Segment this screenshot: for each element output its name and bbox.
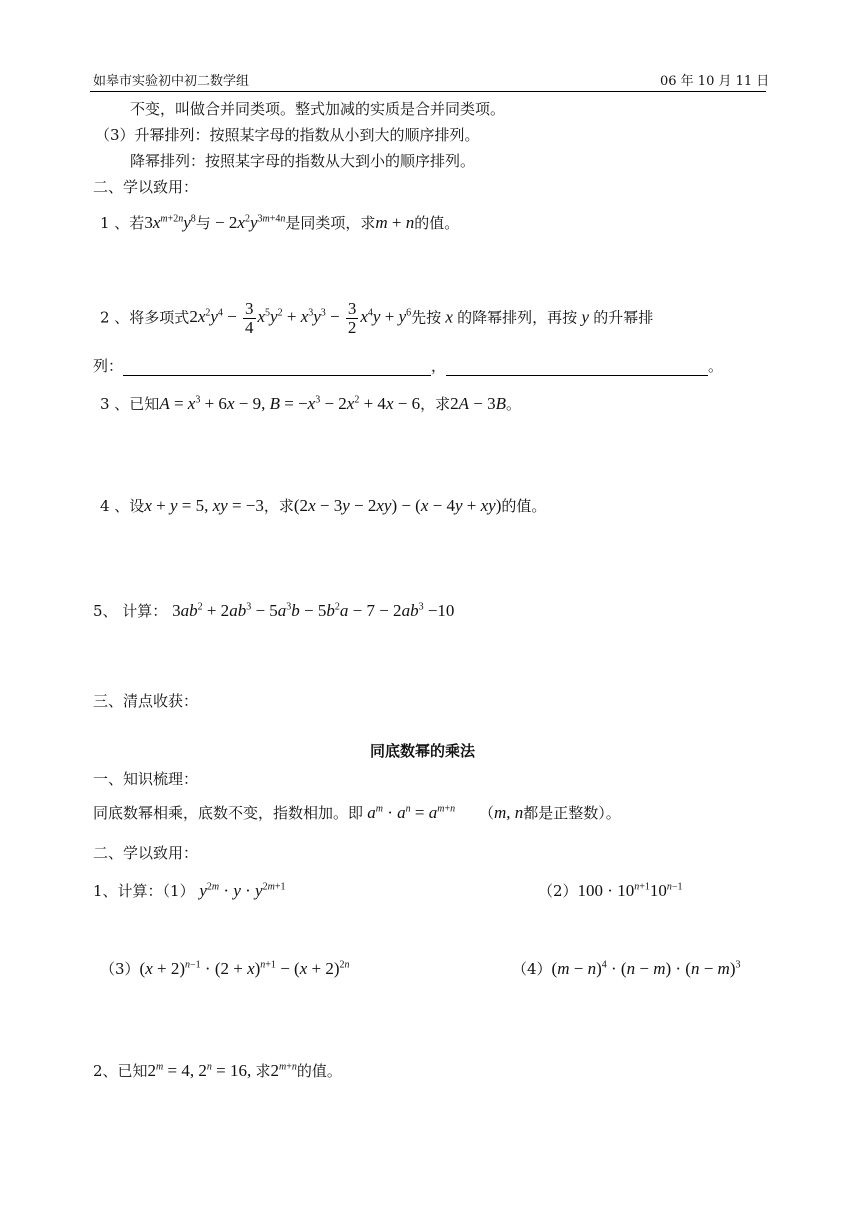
rule-cond-post: 都是正整数）。 xyxy=(523,804,621,822)
q5-expr: $3ab^2 + 2ab^3 - 5a^3b - 5b^2a - 7 - 2ab^3 -10$ xyxy=(172,601,455,620)
q3-target: 2A − 3B xyxy=(450,394,506,413)
section-apply-heading: 二、学以致用： xyxy=(93,178,199,196)
q2-var-x: x xyxy=(441,307,458,327)
para-merge-note: 不变，叫做合并同类项。整式加减的实质是合并同类项。 xyxy=(130,100,506,118)
para-descending: 降幂排列：按照某字母的指数从大到小的顺序排列。 xyxy=(130,152,476,170)
c4-expr: $(m - n)^4 \cdot (n - m) \cdot (n - m)^3$ xyxy=(551,959,741,978)
c5-prefix: 2、已知 xyxy=(93,1062,148,1080)
q1-term-a: $3x^{m+2n}y^8$ xyxy=(144,213,196,232)
q2-line2-label: 列： xyxy=(93,357,124,375)
q2-prefix: 2 、将多项式 xyxy=(100,308,190,327)
c3-prefix: （3） xyxy=(100,960,140,978)
q1-term-b: − $2x^2y^{3m+4n}$ xyxy=(210,213,286,232)
q2-period: 。 xyxy=(708,357,724,375)
compute-3 xyxy=(100,958,349,979)
q2-var-y: y xyxy=(577,307,594,327)
rule-formula: $a^m \cdot a^n = a^{m+n}$ xyxy=(367,803,456,822)
c3-expr: $(x + 2)^{n-1} \cdot (2 + x)^{n+1} - (x + 2)^{2n}$ xyxy=(139,959,350,978)
q3-end: 。 xyxy=(505,395,521,413)
rule-text: 同底数幂相乘，底数不变，指数相加。即 xyxy=(93,804,364,822)
compute-1 xyxy=(93,880,285,901)
section-summary-heading: 三、清点收获： xyxy=(93,692,199,710)
q1-expr: m + n xyxy=(375,213,415,232)
q2-blank-descending[interactable] xyxy=(123,361,431,376)
q4-prefix: 4 、设 xyxy=(100,497,145,515)
para-ascending: （3）升幂排列：按照某字母的指数从小到大的顺序排列。 xyxy=(95,126,480,144)
q1-end: 的值。 xyxy=(414,214,460,232)
q4-given: x + y = 5, xy = −3 xyxy=(144,496,264,515)
q1-prefix: 1 、若 xyxy=(100,214,145,232)
c1-expr: $y^{2m} \cdot y \cdot y^{2m+1}$ xyxy=(199,881,286,900)
question-2 xyxy=(100,300,653,337)
q5-prefix: 5、 计算： xyxy=(93,602,168,620)
rule-cond-vars: m, n xyxy=(494,803,524,822)
q4-expr: (2x − 3y − 2xy) − (x − 4y + xy) xyxy=(293,496,502,515)
compute-4 xyxy=(512,958,741,979)
question-2-answer-line xyxy=(93,355,723,376)
q2-blank-ascending[interactable] xyxy=(446,361,708,376)
q4-mid: ，求 xyxy=(263,497,294,515)
c2-expr: $100 \cdot 10^{n+1}10^{n-1}$ xyxy=(577,881,683,900)
c5-end: 的值。 xyxy=(296,1062,342,1080)
compute-5 xyxy=(93,1060,342,1081)
q2-polynomial: $2x^2y^4$ − $\frac{3}{4}$ $x^5y^2 + x^3y^3$ − $\frac{3}{2}$ $x^4y + y^6$ xyxy=(189,299,412,337)
c5-given: $2^m = 4$, $2^n = 16$, xyxy=(147,1061,256,1080)
rule-statement xyxy=(93,802,621,823)
q4-end: 的值。 xyxy=(501,497,547,515)
question-3 xyxy=(100,393,521,414)
q3-mid: ，求 xyxy=(420,395,451,413)
section-apply-heading-2: 二、学以致用： xyxy=(93,844,199,862)
question-5 xyxy=(93,600,454,621)
header-rule xyxy=(90,91,766,92)
q3-given: $A = x^3 + 6x - 9$, $B = -x^3 - 2x^2 + 4x - 6$ xyxy=(159,394,421,413)
compute-2 xyxy=(538,880,683,901)
header-left: 如皋市实验初中初二数学组 xyxy=(93,74,250,89)
c5-mid: 求 xyxy=(255,1062,271,1080)
q2-text3: 的升幂排 xyxy=(593,308,654,327)
q3-prefix: 3 、已知 xyxy=(100,395,160,413)
c5-target: $2^{m+n}$ xyxy=(270,1061,297,1080)
lesson-title: 同底数幂的乘法 xyxy=(370,742,476,760)
c4-prefix: （4） xyxy=(512,960,552,978)
q2-text1: 先按 xyxy=(411,308,442,327)
section-knowledge-heading: 一、知识梳理： xyxy=(93,770,199,788)
q1-mid: 与 xyxy=(195,214,211,232)
question-4 xyxy=(100,495,546,516)
rule-cond-pre: （ xyxy=(478,804,494,822)
header-right: 06 年 10 月 11 日 xyxy=(660,74,770,89)
c1-prefix: 1、计算：（1） xyxy=(93,882,195,900)
question-1 xyxy=(100,212,459,233)
q2-comma: ， xyxy=(431,357,447,375)
q2-text2: 的降幂排列，再按 xyxy=(457,308,578,327)
c2-prefix: （2） xyxy=(538,882,578,900)
q1-suffix: 是同类项，求 xyxy=(285,214,376,232)
